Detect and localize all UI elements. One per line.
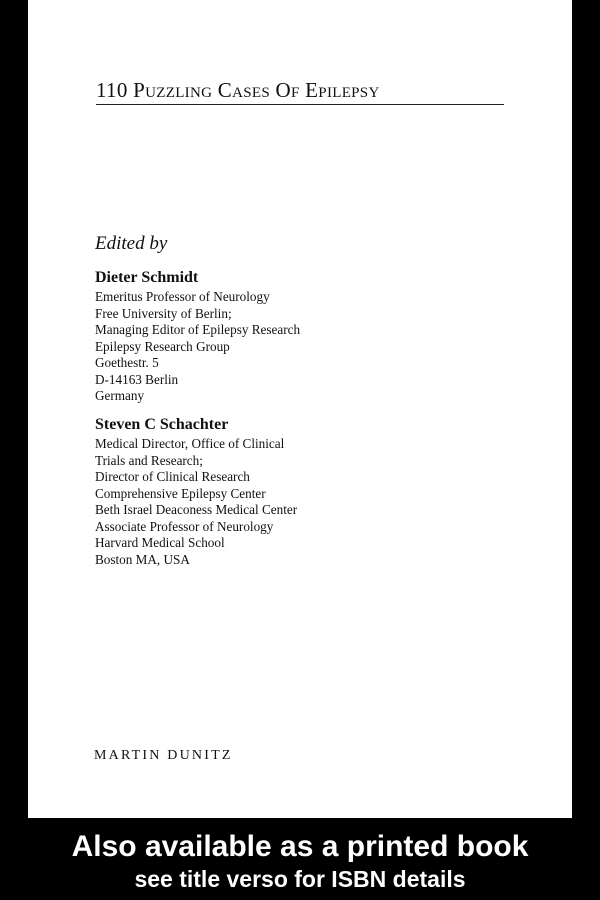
printed-book-banner (0, 818, 600, 900)
edited-by-label: Edited by (95, 233, 168, 254)
editor-name: Steven C Schachter (95, 416, 229, 433)
book-title-block (96, 78, 504, 105)
banner-subline: see title verso for ISBN details (134, 866, 466, 892)
editor-affiliation-line: Comprehensive Epilepsy Center (95, 485, 266, 501)
title-page (28, 0, 572, 818)
editor-affiliation-line: Free University of Berlin; (95, 305, 232, 321)
editor-affiliation-line: Trials and Research; (95, 452, 203, 468)
book-title: 110 Puzzling Cases Of Epilepsy (96, 78, 380, 102)
editor-affiliation-line: Associate Professor of Neurology (95, 518, 274, 534)
editor-affiliation-line: D-14163 Berlin (95, 371, 179, 387)
publisher-name: MARTIN DUNITZ (94, 748, 233, 763)
editor-affiliation-line: Germany (95, 388, 145, 403)
banner-headline: Also available as a printed book (71, 830, 529, 863)
editor-affiliation-line: Harvard Medical School (95, 535, 225, 550)
editor-block-2 (95, 415, 455, 568)
editor-name: Dieter Schmidt (95, 269, 199, 286)
editor-affiliation-line: Emeritus Professor of Neurology (95, 289, 270, 304)
editor-affiliation-line: Medical Director, Office of Clinical (95, 436, 285, 451)
editor-affiliation-line: Director of Clinical Research (95, 469, 250, 484)
editor-affiliation-line: Boston MA, USA (95, 551, 190, 567)
editor-affiliation-line: Beth Israel Deaconess Medical Center (95, 502, 298, 517)
editor-affiliation-line: Goethestr. 5 (95, 355, 159, 370)
editor-affiliation-line: Managing Editor of Epilepsy Research (95, 322, 301, 337)
editor-block-1 (95, 268, 455, 405)
editor-affiliation-line: Epilepsy Research Group (95, 338, 230, 354)
